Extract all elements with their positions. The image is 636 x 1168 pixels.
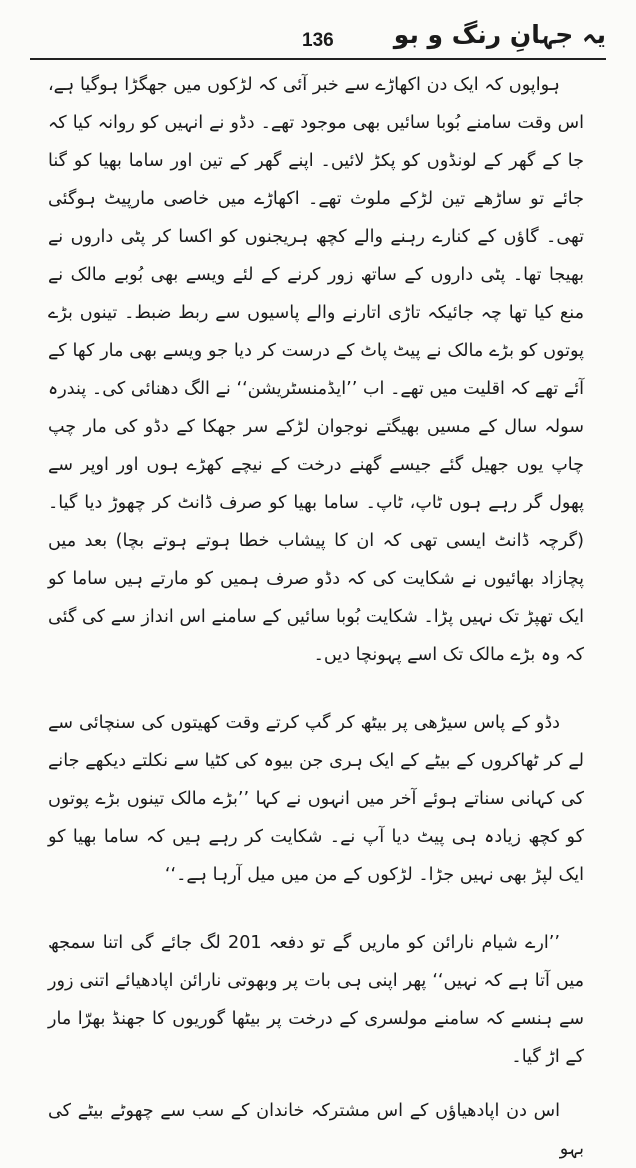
paragraph: ’’ارے شیام نارائن کو ماریں گے تو دفعہ 201 لگ جائے گی اتنا سمجھ میں آتا ہے کہ نہیں‘‘ پھر اپنی ہی بات پر وبھوتی نارائن اپادھیائے اتنی زور سے ہنسے کہ سامنے مولسری کے درخت پر بیٹھا گوریوں کا جھنڈ بھرّا مار کے اڑ گیا۔ — [48, 933, 584, 1067]
paragraph: ہواپوں کہ ایک دن اکھاڑے سے خبر آئی کہ لڑکوں میں جھگڑا ہوگیا ہے، اس وقت سامنے بُوبا سائیں بھی موجود تھے۔ دڈو نے انہیں کو روانہ کیا کہ جا کے گھر کے لونڈوں کو پکڑ لائیں۔ اپنے گھر کے تین اور ساما بھیا کو گنا جائے تو ساڑھے تین لڑکے ملوث تھے۔ اکھاڑے میں خاصی مارپیٹ ہوگئی تھی۔ گاؤں کے کنارے رہنے والے کچھ ہریجنوں کو اکسا کر پٹی داروں نے بھیجا تھا۔ پٹی داروں کے ساتھ زور کرنے کے لئے ویسے بھی بُوبے مالک نے منع کیا تھا چہ جائیکہ تاڑی اتارنے والے پاسیوں سے ربط ضبط۔ تینوں بڑے پوتوں کو بڑے مالک نے پیٹ پاٹ کے درست کر دیا جو ویسے بھی مار کھا کے آئے تھے کہ اقلیت میں تھے۔ اب ’’ایڈمنسٹریشن‘‘ نے الگ دھنائی کی۔ پندرہ سولہ سال کے مسیں بھیگتے نوجوان لڑکے سر جھکا کے دڈو کی مار چپ چاپ یوں جھیل گئے جیسے گھنے درخت کے نیچے کھڑے ہوں اور اوپر سے پھول گر رہے ہوں ٹاپ، ٹاپ۔ ساما بھیا کو صرف ڈانٹ کر چھوڑ دیا گیا۔ (گرچہ ڈانٹ ایسی تھی کہ ان کا پیشاب خطا ہوتے ہوتے بچا) بعد میں پچازاد بھائیوں نے شکایت کی کہ دڈو صرف ہمیں کو مارتے ہیں ساما کو ایک تھپڑ تک نہیں پڑا۔ شکایت بُوبا سائیں کے سامنے اس انداز سے کی گئی کہ وہ بڑے مالک تک اسے پہونچا دیں۔ — [48, 75, 584, 665]
page-body — [48, 66, 584, 1168]
page-number: 136 — [302, 30, 334, 51]
page-header — [30, 14, 606, 60]
running-title: یہ جہانِ رنگ و بو — [393, 20, 606, 49]
header-rule — [30, 58, 606, 60]
paragraph: دڈو کے پاس سیڑھی پر بیٹھ کر گپ کرتے وقت کھیتوں کی سنچائی سے لے کر ٹھاکروں کے بیٹے کے ایک ہری جن بیوہ کی کٹیا سے نکلتے دیکھے جانے کی کہانی سناتے ہوئے آخر میں انہوں نے کہا ’’بڑے مالک تینوں بڑے پوتوں کو کچھ زیادہ ہی پیٹ دیا آپ نے۔ شکایت کر رہے ہیں کہ ساما بھیا کو ایک لپڑ بھی نہیں جڑا۔ لڑکوں کے من میں میل آرہا ہے۔‘‘ — [48, 713, 584, 885]
paragraph: اس دن اپادھیاؤں کے اس مشترکہ خاندان کے سب سے چھوٹے بیٹے کی بہو — [48, 1101, 584, 1159]
